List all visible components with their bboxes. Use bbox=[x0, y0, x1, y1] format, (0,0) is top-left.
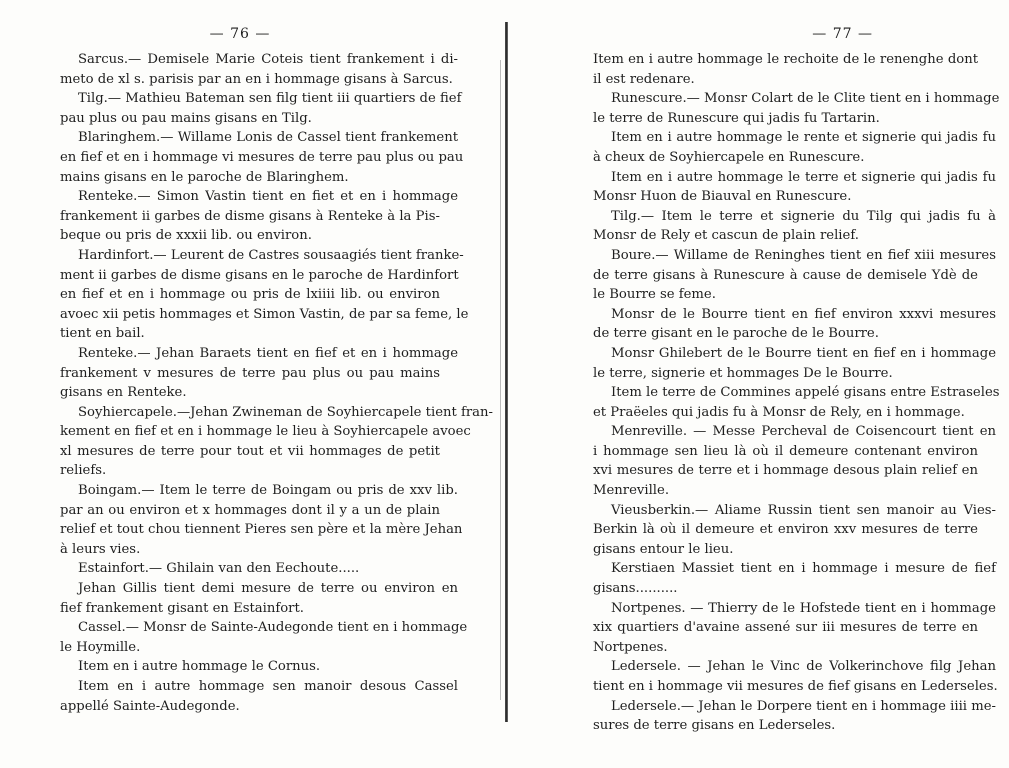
text-line: pau plus ou pau mains gisans en Tilg. bbox=[60, 110, 312, 126]
text-line: par an ou environ et x hommages dont il y a un de plain bbox=[60, 502, 440, 518]
text-line: fief frankement gisant en Estainfort. bbox=[60, 600, 304, 616]
text-line: à leurs vies. bbox=[60, 541, 141, 557]
text-line: en fief et en i hommage vi mesures de terre pau plus ou pau bbox=[60, 149, 464, 165]
text-line: avoec xii petis hommages et Simon Vastin, de par sa feme, le bbox=[60, 306, 469, 322]
text-line: Cassel.— Monsr de Sainte-Audegonde tient en i hommage bbox=[78, 620, 468, 636]
text-line: reliefs. bbox=[60, 463, 107, 479]
text-line: frankement ii garbes de disme gisans à Renteke à la Pis- bbox=[60, 208, 440, 224]
text-line: Runescure.— Monsr Colart de le Clite tient en i hommage bbox=[611, 91, 1000, 107]
text-line: Ledersele.— Jehan le Dorpere tient en i hommage iiii me- bbox=[611, 698, 996, 714]
text-line: il est redenare. bbox=[593, 71, 695, 87]
text-line: Monsr Ghilebert de le Bourre tient en fief en i hommage bbox=[611, 345, 996, 361]
text-line: Monsr de le Bourre tient en fief environ xxxvi mesures bbox=[611, 306, 996, 322]
left-page bbox=[0, 0, 493, 768]
text-line: Boingam.— Item le terre de Boingam ou pris de xxv lib. bbox=[78, 483, 458, 499]
text-line: Berkin là où il demeure et environ xxv mesures de terre bbox=[593, 522, 978, 538]
text-line: Item en i autre hommage sen manoir desous Cassel bbox=[78, 679, 458, 694]
text-line: de terre gisant en le paroche de le Bourre. bbox=[593, 326, 879, 342]
text-line: Item en i autre hommage le rechoite de le renenghe dont bbox=[593, 52, 978, 67]
text-line: Item en i autre hommage le rente et signerie qui jadis fu bbox=[611, 130, 996, 146]
page-fold-shadow bbox=[500, 60, 501, 700]
page-number-right: — 77 — bbox=[812, 26, 873, 42]
text-line: le terre de Runescure qui jadis fu Tartarin. bbox=[593, 110, 880, 126]
text-line: meto de xl s. parisis par an en i hommage gisans à Sarcus. bbox=[60, 71, 453, 87]
text-line: appellé Sainte-Audegonde. bbox=[60, 698, 240, 714]
text-line: Monsr Huon de Biauval en Runescure. bbox=[593, 189, 852, 205]
text-line: Renteke.— Jehan Baraets tient en fief et en i hommage bbox=[78, 345, 458, 361]
text-line: Ledersele. — Jehan le Vinc de Volkerinchove filg Jehan bbox=[611, 659, 996, 675]
text-line: Vieusberkin.— Aliame Russin tient sen manoir au Vies- bbox=[611, 502, 996, 518]
text-line: Renteke.— Simon Vastin tient en fiet et en i hommage bbox=[78, 189, 458, 205]
text-line: sures de terre gisans en Lederseles. bbox=[593, 718, 836, 734]
text-line: de terre gisans à Runescure à cause de demisele Ydè de bbox=[593, 267, 978, 283]
text-line: Tilg.— Item le terre et signerie du Tilg qui jadis fu à bbox=[611, 208, 996, 224]
text-line: le Bourre se feme. bbox=[593, 287, 716, 303]
text-line: xl mesures de terre pour tout et vii hommages de petit bbox=[60, 443, 440, 459]
text-line: frankement v mesures de terre pau plus ou pau mains bbox=[60, 365, 440, 381]
right-page bbox=[505, 0, 1009, 768]
text-line: Hardinfort.— Leurent de Castres sousaagiés tient franke- bbox=[78, 247, 464, 263]
left-page-text bbox=[60, 50, 493, 716]
text-line: le Hoymille. bbox=[60, 639, 141, 655]
page-number-left: — 76 — bbox=[209, 26, 271, 42]
text-line: i hommage sen lieu là où il demeure contenant environ bbox=[593, 443, 978, 459]
text-line: tient en i hommage vii mesures de fief gisans en Lederseles. bbox=[593, 679, 998, 694]
text-line: Estainfort.— Ghilain van den Eechoute..... bbox=[78, 561, 360, 577]
text-line: kement en fief et en i hommage le lieu à Soyhiercapele avoec bbox=[60, 424, 471, 440]
text-line: Kerstiaen Massiet tient en i hommage i mesure de fief bbox=[611, 561, 996, 577]
text-line: gisans.......... bbox=[593, 581, 678, 597]
text-line: en fief et en i hommage ou pris de lxiiii lib. ou environ bbox=[60, 287, 440, 303]
text-line: xvi mesures de terre et i hommage desous plain relief en bbox=[593, 463, 978, 479]
text-line: à cheux de Soyhiercapele en Runescure. bbox=[593, 149, 865, 165]
text-line: Nortpenes. — Thierry de le Hofstede tient en i hommage bbox=[611, 600, 996, 616]
text-line: relief et tout chou tiennent Pieres sen père et la mère Jehan bbox=[60, 522, 463, 538]
text-line: Menreville. — Messe Percheval de Coisencourt tient en bbox=[611, 424, 996, 440]
text-line: Monsr de Rely et cascun de plain relief. bbox=[593, 228, 859, 244]
text-line: Boure.— Willame de Reninghes tient en fief xiii mesures bbox=[611, 247, 996, 263]
text-line: Jehan Gillis tient demi mesure de terre ou environ en bbox=[78, 581, 458, 597]
text-line: mains gisans en le paroche de Blaringhem. bbox=[60, 169, 349, 185]
text-line: le terre, signerie et hommages De le Bourre. bbox=[593, 365, 893, 381]
text-line: Item en i autre hommage le terre et signerie qui jadis fu bbox=[611, 169, 996, 185]
text-line: beque ou pris de xxxii lib. ou environ. bbox=[60, 228, 312, 244]
text-line: Item en i autre hommage le Cornus. bbox=[78, 659, 321, 675]
text-line: xix quartiers d'avaine assené sur iii mesures de terre en bbox=[593, 620, 978, 636]
text-line: Nortpenes. bbox=[593, 639, 668, 655]
right-page-text bbox=[593, 50, 1009, 736]
text-line: tient en bail. bbox=[60, 326, 145, 342]
text-line: Soyhiercapele.—Jehan Zwineman de Soyhiercapele tient fran- bbox=[78, 404, 493, 420]
text-line: gisans entour le lieu. bbox=[593, 541, 734, 557]
text-line: Tilg.— Mathieu Bateman sen filg tient iii quartiers de fief bbox=[78, 91, 462, 107]
text-line: Menreville. bbox=[593, 483, 670, 499]
text-line: ment ii garbes de disme gisans en le paroche de Hardinfort bbox=[60, 267, 459, 283]
text-line: gisans en Renteke. bbox=[60, 385, 187, 401]
text-line: Sarcus.— Demisele Marie Coteis tient frankement i di- bbox=[78, 52, 458, 67]
text-line: et Praëeles qui jadis fu à Monsr de Rely, en i hommage. bbox=[593, 404, 965, 420]
text-line: Item le terre de Commines appelé gisans entre Estraseles bbox=[611, 385, 1000, 401]
text-line: Blaringhem.— Willame Lonis de Cassel tient frankement bbox=[78, 130, 458, 146]
